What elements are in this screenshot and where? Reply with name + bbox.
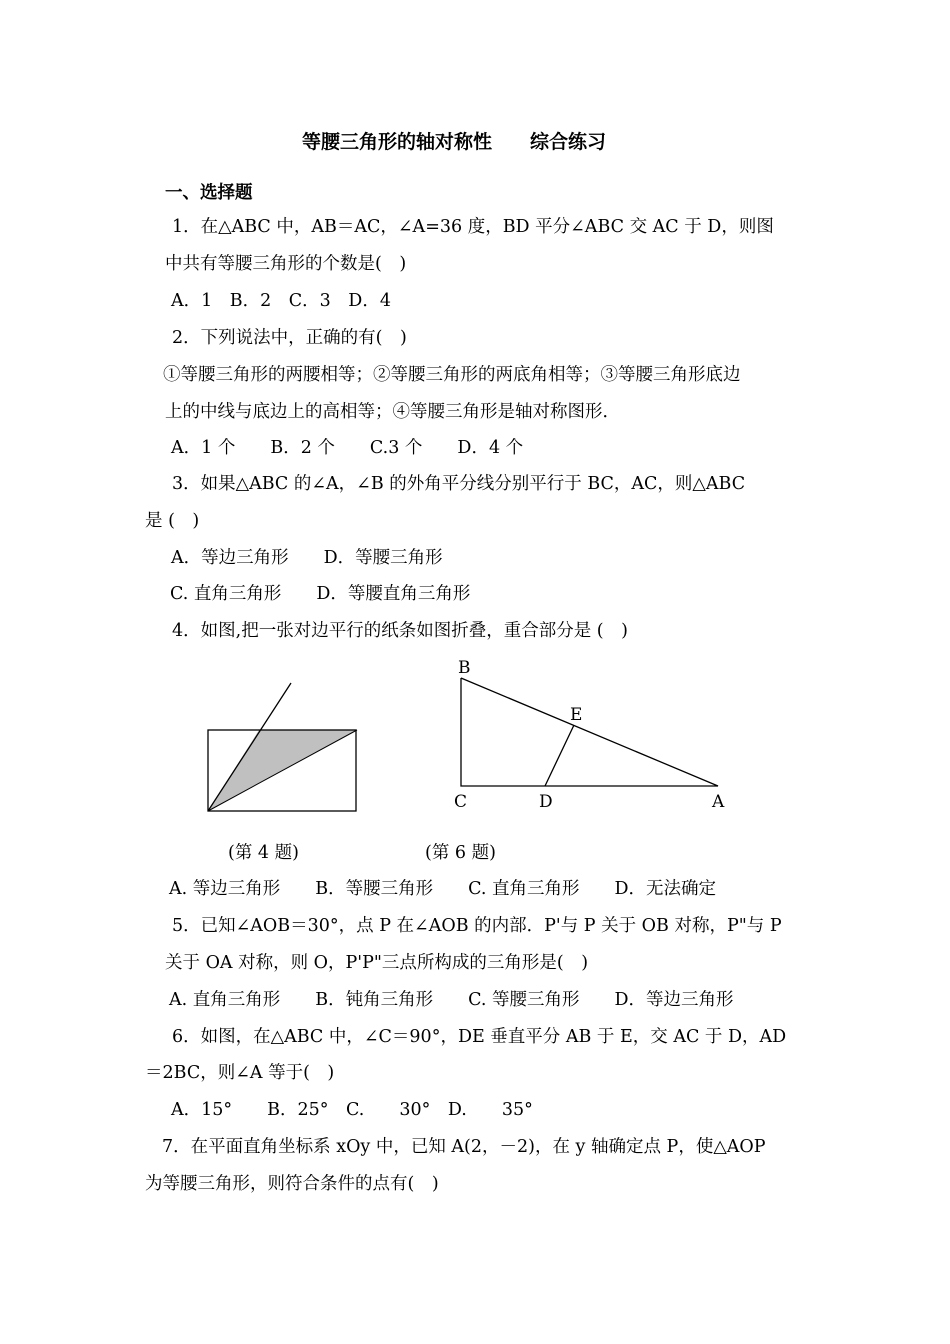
q1-options: A．1 B．2 C．3 D．4 [171,291,391,311]
figure-q6-triangle [445,652,745,822]
vertex-label-c: C [454,792,468,812]
page-title: 等腰三角形的轴对称性 综合练习 [302,131,607,153]
q5-stem-line2: 关于 OA 对称，则 O，P'P"三点所构成的三角形是( ) [165,953,589,973]
q3-stem-line1: 3．如果△ABC 的∠A，∠B 的外角平分线分别平行于 BC，AC，则△ABC [172,474,746,494]
q6-stem-line2: ＝2BC，则∠A 等于( ) [145,1063,335,1083]
vertex-label-b: B [458,658,471,678]
caption-q4: (第 4 题) [228,843,299,863]
q3-options-row2: C. 直角三角形 D．等腰直角三角形 [170,584,471,604]
q5-options: A. 直角三角形 B．钝角三角形 C. 等腰三角形 D．等边三角形 [169,990,734,1010]
q2-stem-line2: ①等腰三角形的两腰相等；②等腰三角形的两底角相等；③等腰三角形底边 [163,365,741,385]
q4-options: A. 等边三角形 B．等腰三角形 C. 直角三角形 D．无法确定 [169,879,717,899]
segment-de [545,725,574,786]
q2-stem-line1: 2．下列说法中，正确的有( ) [172,328,407,348]
q3-options-row1: A．等边三角形 D．等腰三角形 [171,548,443,568]
q5-stem-line1: 5．已知∠AOB＝30°，点 P 在∠AOB 的内部．P'与 P 关于 OB 对称，P"与 P [172,916,782,936]
q1-stem-line2: 中共有等腰三角形的个数是( ) [165,254,407,274]
q2-options: A．1 个 B．2 个 C.3 个 D．4 个 [171,438,524,458]
q7-stem-line2: 为等腰三角形，则符合条件的点有( ) [145,1174,439,1194]
q1-stem-line1: 1．在△ABC 中，AB＝AC，∠A=36 度，BD 平分∠ABC 交 AC 于 D，则图 [172,217,774,237]
q4-stem: 4．如图,把一张对边平行的纸条如图折叠，重合部分是 ( ) [172,621,628,641]
caption-q6: (第 6 题) [425,843,496,863]
vertex-label-d: D [539,792,553,812]
q2-stem-line3: 上的中线与底边上的高相等；④等腰三角形是轴对称图形． [165,402,620,422]
q6-stem-line1: 6．如图，在△ABC 中，∠C＝90°，DE 垂直平分 AB 于 E，交 AC 于 D，AD [172,1027,787,1047]
q3-stem-line2: 是 ( ) [145,511,200,531]
q7-stem-line1: 7．在平面直角坐标系 xOy 中，已知 A(2，－2)，在 y 轴确定点 P，使△AOP [162,1137,766,1157]
section-heading: 一、选择题 [165,183,253,203]
vertex-label-a: A [712,792,725,812]
q6-options: A．15° B．25° C. 30° D. 35° [171,1100,533,1120]
triangle-abc [461,678,718,786]
figure-q4-folded-strip [200,675,370,820]
vertex-label-e: E [570,705,583,725]
